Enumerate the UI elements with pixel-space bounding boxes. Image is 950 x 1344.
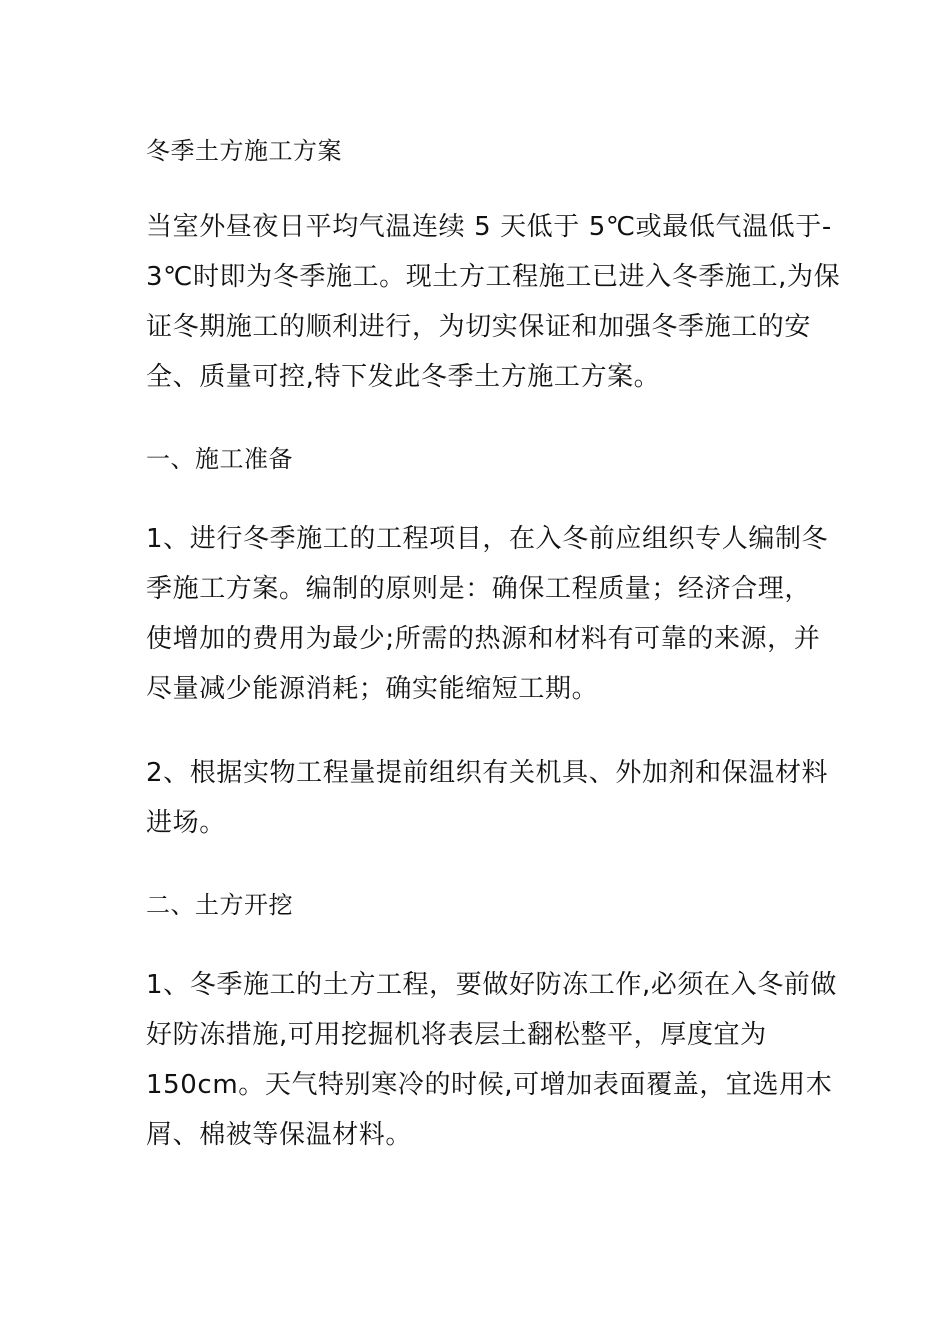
paragraph-line: 1、冬季施工的土方工程，要做好防冻工作,必须在入冬前做 xyxy=(146,970,838,1000)
preparation-item-1 xyxy=(146,514,829,714)
intro-line: 证冬期施工的顺利进行，为切实保证和加强冬季施工的安 xyxy=(146,312,812,342)
paragraph-line: 好防冻措施,可用挖掘机将表层土翻松整平，厚度宜为 xyxy=(146,1020,767,1050)
document-body xyxy=(146,128,841,1194)
paragraph-line: 进场。 xyxy=(146,808,226,838)
paragraph-line: 使增加的费用为最少;所需的热源和材料有可靠的来源，并 xyxy=(146,624,821,654)
paragraph-line: 屑、棉被等保温材料。 xyxy=(146,1120,413,1150)
paragraph-line: 150cm。天气特别寒冷的时候,可增加表面覆盖，宜选用木 xyxy=(146,1070,833,1100)
section-heading-preparation: 一、施工准备 xyxy=(146,445,293,473)
intro-line: 当室外昼夜日平均气温连续 5 天低于 5℃或最低气温低于- xyxy=(146,212,832,242)
paragraph-line: 1、进行冬季施工的工程项目，在入冬前应组织专人编制冬 xyxy=(146,524,829,554)
excavation-item-1 xyxy=(146,960,838,1160)
paragraph-line: 尽量减少能源消耗；确实能缩短工期。 xyxy=(146,674,599,704)
document-title: 冬季土方施工方案 xyxy=(146,137,342,165)
intro-line: 全、质量可控,特下发此冬季土方施工方案。 xyxy=(146,362,661,392)
paragraph-line: 2、根据实物工程量提前组织有关机具、外加剂和保温材料 xyxy=(146,758,829,788)
section-heading-excavation: 二、土方开挖 xyxy=(146,891,293,919)
paragraph-line: 季施工方案。编制的原则是：确保工程质量；经济合理， xyxy=(146,574,812,604)
preparation-item-2 xyxy=(146,748,829,848)
intro-paragraph xyxy=(146,202,841,402)
intro-line: 3℃时即为冬季施工。现土方工程施工已进入冬季施工,为保 xyxy=(146,262,841,292)
